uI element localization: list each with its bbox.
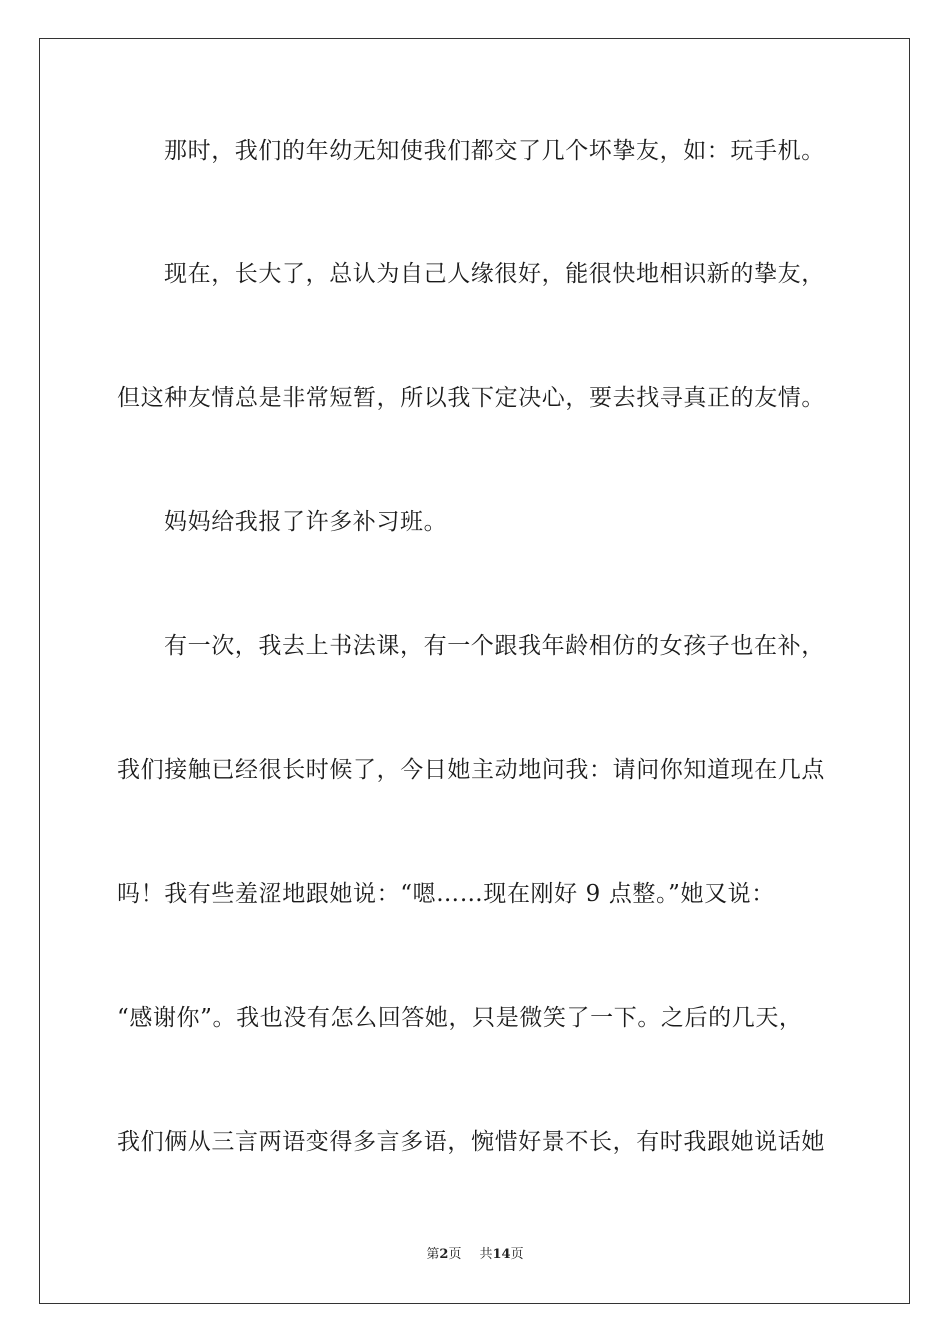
paragraph-line-4: 妈妈给我报了许多补习班。 <box>164 509 448 535</box>
paragraph-line-7: 吗！我有些羞涩地跟她说：“嗯……现在刚好 9 点整。”她又说： <box>117 881 775 907</box>
paragraph-line-3: 但这种友情总是非常短暂，所以我下定决心，要去找寻真正的友情。 <box>117 385 825 411</box>
page-number: 2 <box>439 1247 449 1262</box>
paragraph-line-9: 我们俩从三言两语变得多言多语，惋惜好景不长，有时我跟她说话她 <box>117 1129 825 1155</box>
total-prefix: 共 <box>479 1247 493 1262</box>
paragraph-line-5: 有一次，我去上书法课，有一个跟我年龄相仿的女孩子也在补， <box>164 633 825 659</box>
paragraph-line-8: “感谢你”。我也没有怎么回答她，只是微笑了一下。之后的几天， <box>117 1005 803 1031</box>
paragraph-line-2: 现在，长大了，总认为自己人缘很好，能很快地相识新的挚友， <box>164 261 825 287</box>
page-footer <box>0 1246 950 1264</box>
page-suffix: 页 <box>448 1247 462 1262</box>
paragraph-line-1: 那时，我们的年幼无知使我们都交了几个坏挚友，如：玩手机。 <box>164 138 825 164</box>
paragraph-line-6: 我们接触已经很长时候了，今日她主动地问我：请问你知道现在几点 <box>117 757 825 783</box>
total-pages: 14 <box>492 1247 511 1262</box>
page-prefix: 第 <box>426 1247 440 1262</box>
total-suffix: 页 <box>510 1247 524 1262</box>
page-border <box>39 38 910 1304</box>
